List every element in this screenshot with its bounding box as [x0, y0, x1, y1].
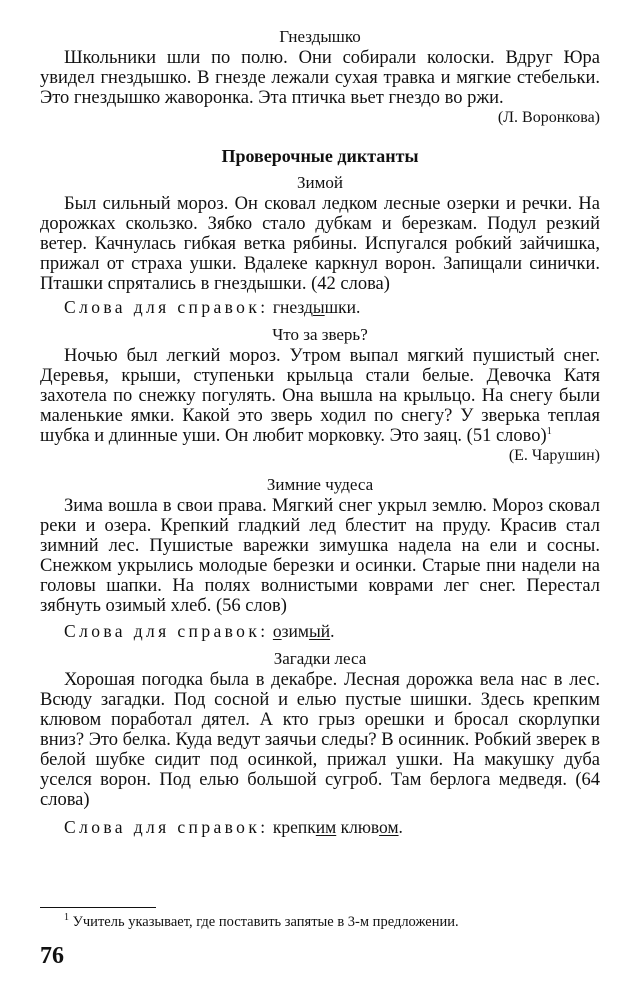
reference-label: Слова для справок: [64, 297, 269, 317]
reference-word: озимый. [272, 621, 335, 641]
footnote-mark: 1 [546, 425, 552, 437]
dictation-text-winter: Был сильный мороз. Он сковал ледком лесные озерки и речки. На дорожках скользко. Зябко стало дубкам и березкам. Подул резкий ветер. Качнулась гибкая ветка рябины. Испугался робкий зайчишка, прижал от страха ушки. Вдалеке каркнул ворон. Запищали синички. Пташки спрятались в гнездышки. (42 слова) [40, 194, 600, 294]
reference-word: гнездышки. [272, 297, 361, 317]
dictation-author-beast: (Е. Чарушин) [508, 447, 600, 464]
footnote-number: 1 [64, 912, 69, 924]
story-author: (Л. Воронкова) [497, 109, 600, 126]
footnote [64, 913, 604, 931]
dictation-title-forest: Загадки леса [273, 649, 367, 668]
reference-words-winter [40, 296, 600, 318]
dictation-text-wonders: Зима вошла в свои права. Мягкий снег укрыл землю. Мороз сковал реки и озера. Крепкий гладкий лед блестит на пруду. Красив стал зимний лес. Пушистые варежки зимушка надела на ели и сосны. Снежком укрылись молодые березки и осинки. Старые пни надели на головы шапки. На полях волнистыми коврами лег снег. Перестал зябнуть озимый хлеб. (56 слов) [40, 496, 600, 616]
story-text: Школьники шли по полю. Они собирали колоски. Вдруг Юра увидел гнездышко. В гнезде лежали сухая травка и мягкие стебельки. Это гнездышко жаворонка. Эта птичка вьет гнездо во ржи. [40, 48, 600, 108]
reference-label: Слова для справок: [64, 621, 269, 641]
dictation-title-winter: Зимой [297, 173, 343, 192]
page-number: 76 [40, 943, 64, 969]
dictation-text-forest: Хорошая погодка была в декабре. Лесная дорожка вела нас в лес. Всюду загадки. Под сосной и елью пустые шишки. Здесь крепким клювом поработал дятел. А кто грыз орешки и бросал скорлупки вниз? Это белка. Куда ведут заячьи следы? В осинник. Робкий зверек в белой шубке сидит под осинкой, прижал ушки. На макушку дуба уселся ворон. Под елью большой сугроб. Там берлога медведя. (64 слова) [40, 670, 600, 810]
reference-word: крепким клювом. [272, 817, 403, 837]
reference-words-forest [40, 816, 600, 838]
dictation-text-beast: Ночью был легкий мороз. Утром выпал мягкий пушистый снег. Деревья, крыши, ступеньки крыльца стали белые. Девочка Катя захотела по снежку погулять. Она вышла на крыльцо. На снегу были маленькие ямки. Какой это зверь ходил по снегу? У зверька теплая шубка и длинные уши. Он любит морковку. Это заяц. (51 слово)$^1$ [40, 346, 600, 446]
footnote-text: Учитель указывает, где поставить запятые в 3-м предложении. [72, 914, 459, 930]
dictation-title-wonders: Зимние чудеса [266, 475, 374, 494]
story-title: Гнездышко [279, 27, 361, 46]
dictation-title-beast: Что за зверь? [272, 325, 368, 344]
reference-words-wonders [40, 620, 600, 642]
section-heading: Проверочные диктанты [221, 146, 419, 166]
page-content [40, 26, 600, 838]
footnote-divider [40, 907, 156, 908]
reference-label: Слова для справок: [64, 817, 269, 837]
